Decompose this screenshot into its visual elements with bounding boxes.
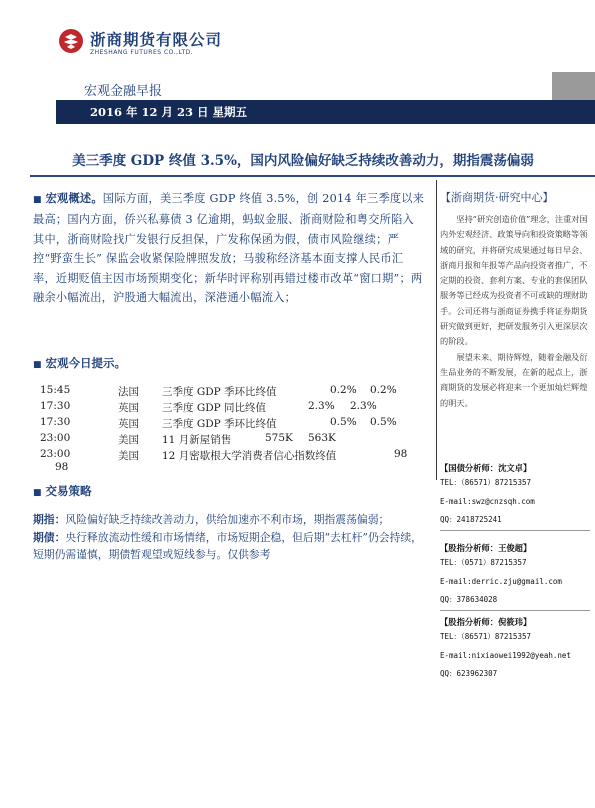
company-logo-icon [58,28,84,54]
event-country: 英国 [118,418,139,430]
event-previous: 98 [394,448,408,460]
header-grey-block [552,72,595,100]
event-time: 15:45 [40,384,71,396]
strategy-label: 交易策略 [45,484,92,498]
macro-overview [33,189,425,307]
event-expected: 2.3% [350,400,377,412]
tips-heading [33,355,126,371]
event-previous: 0.2% [330,384,357,396]
event-previous: 0.5% [330,416,357,428]
square-bullet-icon: ■ [33,488,42,498]
event-name: 三季度 GDP 季环比终值 [162,386,277,398]
event-country: 美国 [118,434,139,446]
overview-text: 国际方面，美三季度 GDP 终值 3.5%，创 2014 年三季度以来最高；国内方面，侨兴私募债 3 亿逾期，蚂蚁金服、浙商财险和粤交所陷入其中，浙商财险找广发银行反担保，广发称保函为假，债市风险继续；严控“野蛮生长” 保监会收紧保险牌照发放；马骏称经济基本面支撑人民币汇率，近期贬值主因市场预期变化；新华时评称别再错过楼市改革“窗口期”；两融余小幅流出，沪股通大幅流出，深港通小幅流入； [33,192,425,305]
report-type: 宏观金融早报 [84,84,163,99]
overview-label: 宏观概述。 [45,192,103,205]
sidebar-divider [436,180,437,480]
event-country: 法国 [118,386,139,398]
event-time: 23:00 [40,448,71,460]
event-name: 12 月密歇根大学消费者信心指数终值 [162,450,337,462]
analyst-card-index-1: 【股指分析师：王俊超】 TEL：（0571）87215357 E-mail:derric.zju@gmail.com QQ：378634028 [440,542,590,611]
strategy-body [33,511,428,564]
square-bullet-icon: ■ [33,195,42,205]
research-center-intro: 坚持“研究创造价值”理念，注重对国内外宏观经济、政策导向和投资策略等领域的研究，并将研究成果通过每日早会、浙商月报和年报等产品向投资者推广，不定期的投资、套利方案、专业的套保团队服务等已经成为投资者不可或缺的理财助手。公司还将与浙商证券携手将证券期货研究做到更好，把研发服务引入更深层次的阶段。 展望未来、期待辉煌，随着金融及衍生品业务的不断发展，在新的起点上，浙商期货的发展必将迎来一个更加灿烂辉煌的明天。 [440,214,588,408]
event-name: 三季度 GDP 同比终值 [162,402,267,414]
event-expected: 0.5% [370,416,397,428]
research-center-title: 【浙商期货·研究中心】 [440,191,554,204]
report-date: 2016 年 12 月 23 日 星期五 [90,105,248,119]
event-expected: 98 [55,461,69,473]
event-time: 23:00 [40,432,71,444]
event-previous: 2.3% [308,400,335,412]
event-expected: 0.2% [370,384,397,396]
strategy-item-bond-futures: 期债：央行释放流动性缓和市场情绪，市场短期企稳，但后期“去杠杆”仍会持续，短期仍需谨慎，期债暂观望或短线参与。仅供参考 [33,530,422,561]
event-country: 英国 [118,402,139,414]
tips-label: 宏观今日提示。 [45,356,127,370]
event-previous: 575K [265,432,293,444]
analyst-card-index-2: 【股指分析师：倪筱玮】 TEL：（86571）87215357 E-mail:nixiaowei1992@yeah.net QQ：623962307 [440,617,571,678]
event-name: 11 月新屋销售 [162,434,232,446]
square-bullet-icon: ■ [33,360,42,370]
company-name-cn: 浙商期货有限公司 [90,31,223,49]
headline: 美三季度 GDP 终值 3.5%，国内风险偏好缺乏持续改善动力，期指震荡偏弱 [72,153,534,169]
company-name-en: ZHESHANG FUTURES CO.,LTD. [90,49,194,56]
headline-divider [30,175,595,177]
event-time: 17:30 [40,416,71,428]
event-name: 三季度 GDP 季环比终值 [162,418,277,430]
analyst-card-bond: 【国债分析师：沈文卓】 TEL：（86571）87215357 E-mail:swz@cnzsqh.com QQ：2418725241 [440,462,590,531]
event-expected: 563K [308,432,336,444]
strategy-item-index-futures: 期指：风险偏好缺乏持续改善动力，供给加速亦不利市场，期指震荡偏弱； [33,513,390,526]
event-country: 美国 [118,450,139,462]
strategy-heading [33,483,92,499]
event-time: 17:30 [40,400,71,412]
